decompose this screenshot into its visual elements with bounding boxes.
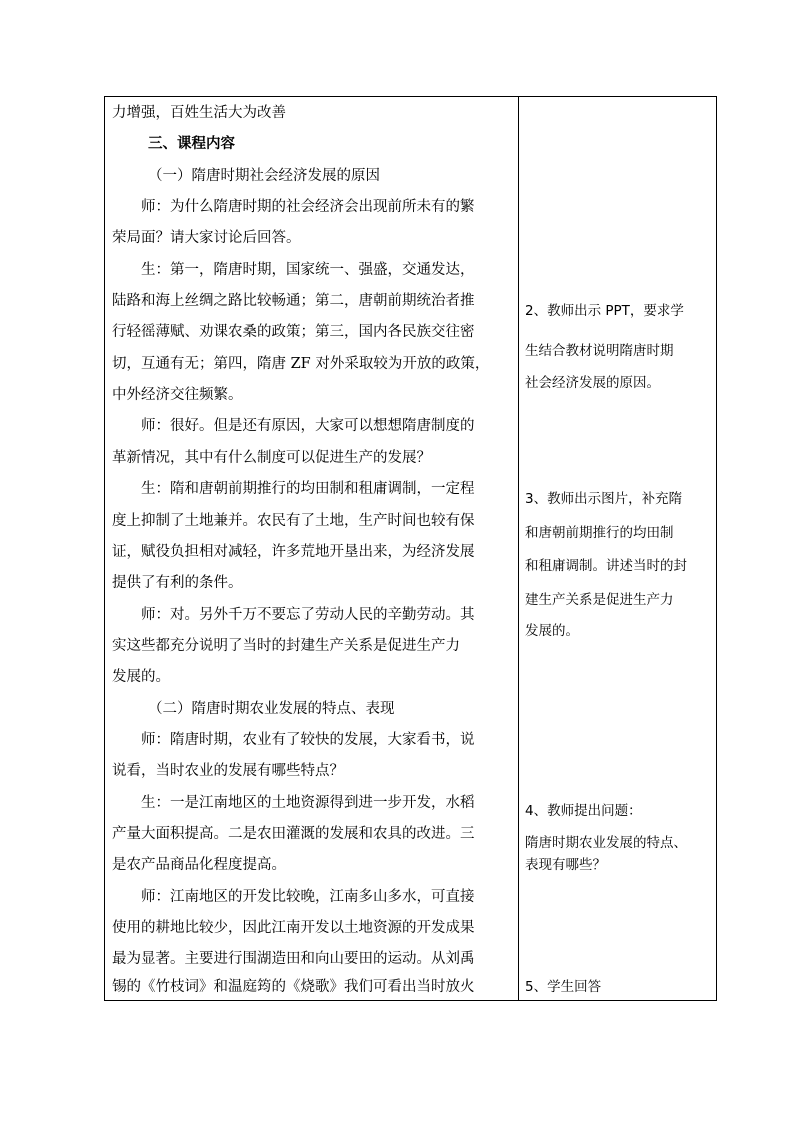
note-line: 2、教师出示 PPT，要求学 <box>525 303 684 319</box>
note-line: 表现有哪些？ <box>525 857 606 873</box>
text-line: 荣局面？请大家讨论后回答。 <box>112 230 301 246</box>
text-line: 师：江南地区的开发比较晚，江南多山多水，可直接 <box>141 889 475 905</box>
text-line: 提供了有利的条件。 <box>112 575 243 591</box>
note-line: 和唐朝前期推行的均田制 <box>525 525 674 541</box>
column-divider <box>518 97 519 1000</box>
text-line: 最为显著。主要进行围湖造田和向山要田的运动。从刘禹 <box>112 951 475 967</box>
note-line: 发展的。 <box>525 623 579 639</box>
text-line: 锡的《竹枝词》和温庭筠的《烧歌》我们可看出当时放火 <box>112 979 475 995</box>
text-line: 生：隋和唐朝前期推行的均田制和租庸调制，一定程 <box>141 481 475 497</box>
text-line: 革新情况，其中有什么制度可以促进生产的发展？ <box>112 450 431 466</box>
text-line: 切，互通有无；第四，隋唐 ZF 对外采取较为开放的政策， <box>112 356 490 372</box>
text-line: 力增强，百姓生活大为改善 <box>112 105 286 121</box>
text-line: 师：隋唐时期，农业有了较快的发展，大家看书，说 <box>141 732 475 748</box>
text-line: 生：一是江南地区的土地资源得到进一步开发，水稻 <box>141 795 475 811</box>
text-line: 是农产品商品化程度提高。 <box>112 857 286 873</box>
text-line: 发展的。 <box>112 669 170 685</box>
text-line: 证，赋役负担相对减轻，许多荒地开垦出来，为经济发展 <box>112 544 475 560</box>
note-line: 3、教师出示图片，补充隋 <box>525 491 683 507</box>
note-line: 和租庸调制。讲述当时的封 <box>525 558 687 574</box>
text-line: 师：很好。但是还有原因，大家可以想想隋唐制度的 <box>141 418 475 434</box>
note-line: 5、学生回答 <box>525 979 602 995</box>
text-line: 师：为什么隋唐时期的社会经济会出现前所未有的繁 <box>141 199 475 215</box>
lesson-plan-table <box>104 96 717 1001</box>
text-line: 行轻徭薄赋、劝课农桑的政策；第三，国内各民族交往密 <box>112 324 475 340</box>
text-line: 中外经济交往频繁。 <box>112 387 243 403</box>
note-line: 4、教师提出问题： <box>525 803 642 819</box>
text-line: 实这些都充分说明了当时的封建生产关系是促进生产力 <box>112 638 460 654</box>
text-line: 陆路和海上丝绸之路比较畅通；第二，唐朝前期统治者推 <box>112 293 475 309</box>
note-line: 隋唐时期农业发展的特点、 <box>525 835 687 851</box>
text-line: 师：对。另外千万不要忘了劳动人民的辛勤劳动。其 <box>141 607 475 623</box>
note-line: 建生产关系是促进生产力 <box>525 592 674 608</box>
text-line: 产量大面积提高。二是农田灌溉的发展和农具的改进。三 <box>112 826 475 842</box>
text-line: 使用的耕地比较少，因此江南开发以土地资源的开发成果 <box>112 920 475 936</box>
note-line: 生结合教材说明隋唐时期 <box>525 343 674 359</box>
subsection-heading: （二）隋唐时期农业发展的特点、表现 <box>148 701 395 717</box>
note-line: 社会经济发展的原因。 <box>525 375 660 391</box>
text-line: 度上抑制了土地兼并。农民有了土地，生产时间也较有保 <box>112 513 475 529</box>
subsection-heading: （一）隋唐时期社会经济发展的原因 <box>148 168 380 184</box>
text-line: 生：第一，隋唐时期，国家统一、强盛，交通发达， <box>141 262 475 278</box>
section-heading: 三、课程内容 <box>148 135 235 152</box>
text-line: 说看，当时农业的发展有哪些特点？ <box>112 763 344 779</box>
